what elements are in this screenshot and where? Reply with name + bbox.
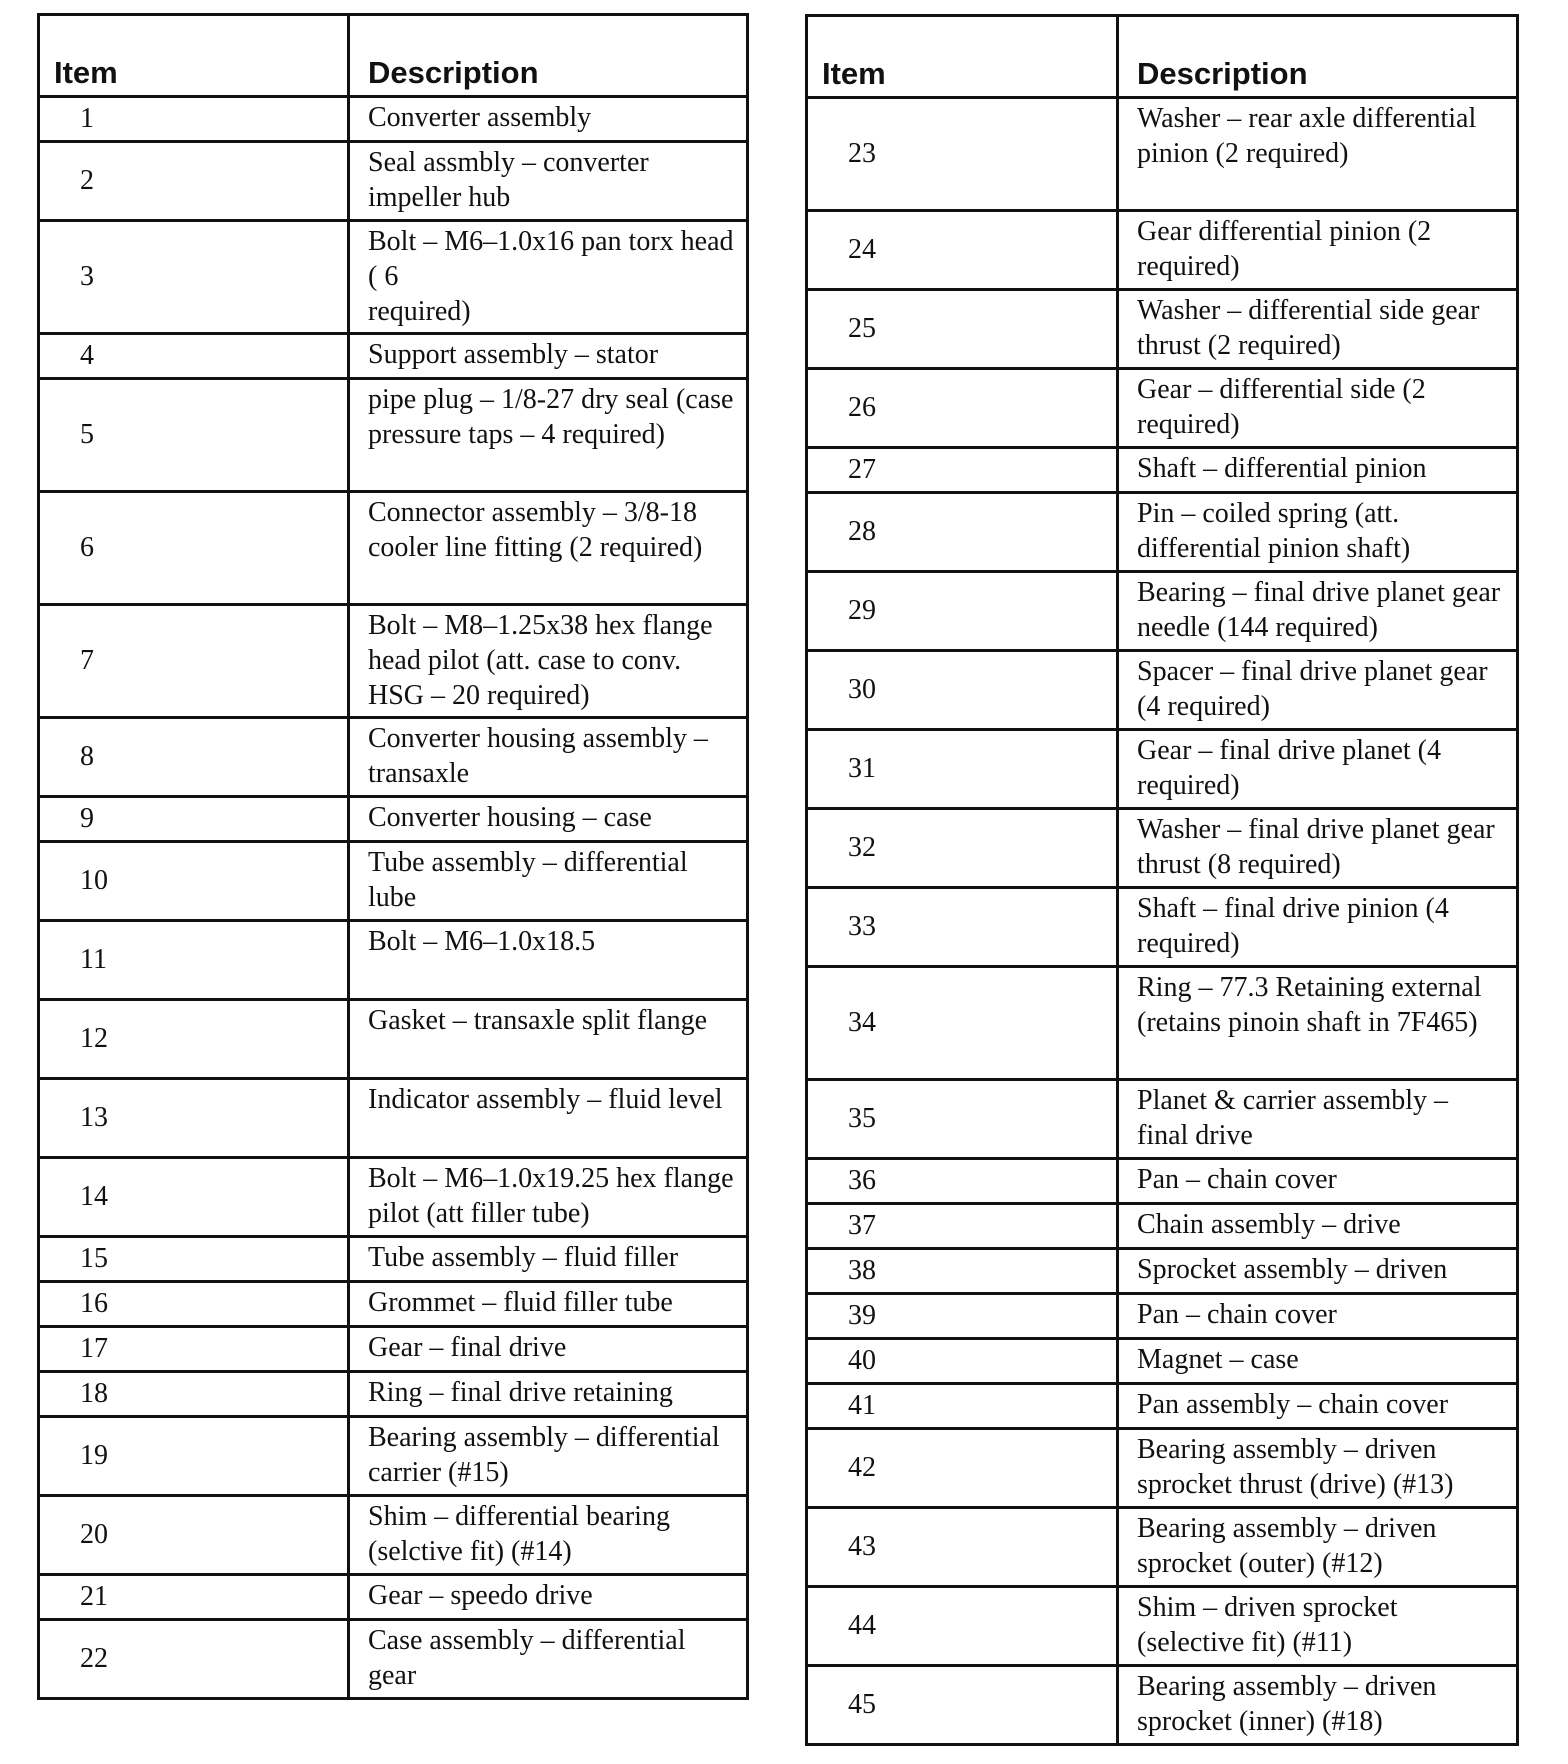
item-number: 1 — [39, 97, 349, 142]
table-row — [39, 921, 748, 1000]
item-number: 16 — [39, 1282, 349, 1327]
item-number: 38 — [807, 1249, 1118, 1294]
item-description: Grommet – fluid filler tube — [349, 1282, 748, 1327]
table-row — [807, 1508, 1518, 1587]
item-number: 35 — [807, 1080, 1118, 1159]
item-number: 19 — [39, 1417, 349, 1496]
item-description: Converter housing – case — [349, 797, 748, 842]
description-column-header: Description — [1118, 16, 1518, 98]
item-description: Pan assembly – chain cover — [1118, 1384, 1518, 1429]
item-number: 20 — [39, 1496, 349, 1575]
table-row — [39, 492, 748, 605]
item-number: 28 — [807, 493, 1118, 572]
item-number: 18 — [39, 1372, 349, 1417]
item-column-header: Item — [807, 16, 1118, 98]
table-row — [807, 1204, 1518, 1249]
item-description: Shim – driven sprocket (selective fit) (#11) — [1118, 1587, 1518, 1666]
item-number: 44 — [807, 1587, 1118, 1666]
item-number: 34 — [807, 967, 1118, 1080]
item-description: Gasket – transaxle split flange — [349, 1000, 748, 1079]
item-description: Bolt – M8–1.25x38 hex flange head pilot (att. case to conv. HSG – 20 required) — [349, 605, 748, 718]
table-row — [807, 1159, 1518, 1204]
table-row — [807, 888, 1518, 967]
table-row — [807, 1080, 1518, 1159]
item-number: 29 — [807, 572, 1118, 651]
table-row — [39, 334, 748, 379]
item-number: 3 — [39, 221, 349, 334]
table-row — [807, 493, 1518, 572]
table-row — [807, 369, 1518, 448]
item-number: 12 — [39, 1000, 349, 1079]
item-description: Indicator assembly – fluid level — [349, 1079, 748, 1158]
item-description: Bolt – M6–1.0x16 pan torx head ( 6 required) — [349, 221, 748, 334]
item-number: 39 — [807, 1294, 1118, 1339]
table-row — [39, 221, 748, 334]
item-number: 40 — [807, 1339, 1118, 1384]
item-description: Chain assembly – drive — [1118, 1204, 1518, 1249]
item-number: 31 — [807, 730, 1118, 809]
item-number: 9 — [39, 797, 349, 842]
item-number: 24 — [807, 211, 1118, 290]
table-row — [39, 1282, 748, 1327]
item-description: Bearing assembly – driven sprocket (outer) (#12) — [1118, 1508, 1518, 1587]
item-description: Converter assembly — [349, 97, 748, 142]
item-number: 45 — [807, 1666, 1118, 1745]
item-description: Gear – final drive planet (4 required) — [1118, 730, 1518, 809]
item-number: 42 — [807, 1429, 1118, 1508]
table-row — [39, 1079, 748, 1158]
item-description: Tube assembly – differential lube — [349, 842, 748, 921]
item-description: Washer – differential side gear thrust (2 required) — [1118, 290, 1518, 369]
table-row — [807, 211, 1518, 290]
table-row — [807, 290, 1518, 369]
item-description: Magnet – case — [1118, 1339, 1518, 1384]
table-row — [39, 718, 748, 797]
item-description: Bearing assembly – driven sprocket (inner) (#18) — [1118, 1666, 1518, 1745]
item-number: 2 — [39, 142, 349, 221]
item-description: Bearing assembly – differential carrier (#15) — [349, 1417, 748, 1496]
item-description: Converter housing assembly – transaxle — [349, 718, 748, 797]
table-row — [39, 1000, 748, 1079]
item-description: Sprocket assembly – driven — [1118, 1249, 1518, 1294]
item-description: pipe plug – 1/8-27 dry seal (case pressure taps – 4 required) — [349, 379, 748, 492]
table-row — [807, 1339, 1518, 1384]
table-row — [39, 1158, 748, 1237]
item-number: 23 — [807, 98, 1118, 211]
table-row — [39, 1575, 748, 1620]
table-row — [807, 651, 1518, 730]
table-row — [39, 142, 748, 221]
item-description: Gear – final drive — [349, 1327, 748, 1372]
table-row — [807, 1666, 1518, 1745]
item-description: Planet & carrier assembly – final drive — [1118, 1080, 1518, 1159]
item-number: 21 — [39, 1575, 349, 1620]
item-description: Bolt – M6–1.0x18.5 — [349, 921, 748, 1000]
item-number: 27 — [807, 448, 1118, 493]
item-number: 6 — [39, 492, 349, 605]
item-number: 4 — [39, 334, 349, 379]
item-description: Washer – rear axle differential pinion (2 required) — [1118, 98, 1518, 211]
table-row — [807, 98, 1518, 211]
item-description: Ring – final drive retaining — [349, 1372, 748, 1417]
item-number: 15 — [39, 1237, 349, 1282]
item-number: 5 — [39, 379, 349, 492]
item-description: Gear differential pinion (2 required) — [1118, 211, 1518, 290]
item-number: 8 — [39, 718, 349, 797]
item-number: 17 — [39, 1327, 349, 1372]
table-row — [39, 797, 748, 842]
item-description: Shim – differential bearing (selctive fit) (#14) — [349, 1496, 748, 1575]
item-number: 37 — [807, 1204, 1118, 1249]
table-row — [39, 1372, 748, 1417]
description-column-header: Description — [349, 15, 748, 97]
parts-table-right — [805, 14, 1519, 1746]
item-description: Bolt – M6–1.0x19.25 hex flange pilot (att filler tube) — [349, 1158, 748, 1237]
item-description: Gear – differential side (2 required) — [1118, 369, 1518, 448]
parts-table-left — [37, 13, 749, 1700]
item-description: Pan – chain cover — [1118, 1294, 1518, 1339]
item-number: 7 — [39, 605, 349, 718]
item-number: 41 — [807, 1384, 1118, 1429]
item-number: 32 — [807, 809, 1118, 888]
table-row — [807, 448, 1518, 493]
item-description: Bearing assembly – driven sprocket thrust (drive) (#13) — [1118, 1429, 1518, 1508]
item-number: 25 — [807, 290, 1118, 369]
table-row — [39, 1237, 748, 1282]
table-row — [39, 97, 748, 142]
table-row — [39, 1327, 748, 1372]
item-number: 10 — [39, 842, 349, 921]
table-row — [807, 572, 1518, 651]
item-number: 30 — [807, 651, 1118, 730]
table-row — [807, 1587, 1518, 1666]
table-row — [39, 1620, 748, 1699]
item-number: 26 — [807, 369, 1118, 448]
table-row — [39, 842, 748, 921]
item-description: Seal assmbly – converter impeller hub — [349, 142, 748, 221]
item-number: 22 — [39, 1620, 349, 1699]
item-description: Case assembly – differential gear — [349, 1620, 748, 1699]
table-row — [807, 967, 1518, 1080]
item-column-header: Item — [39, 15, 349, 97]
item-number: 43 — [807, 1508, 1118, 1587]
item-description: Bearing – final drive planet gear needle (144 required) — [1118, 572, 1518, 651]
item-number: 36 — [807, 1159, 1118, 1204]
item-description: Shaft – differential pinion — [1118, 448, 1518, 493]
item-description: Gear – speedo drive — [349, 1575, 748, 1620]
item-description: Pin – coiled spring (att. differential pinion shaft) — [1118, 493, 1518, 572]
table-row — [807, 1294, 1518, 1339]
table-row — [39, 605, 748, 718]
item-description: Washer – final drive planet gear thrust (8 required) — [1118, 809, 1518, 888]
table-row — [807, 1384, 1518, 1429]
item-description: Support assembly – stator — [349, 334, 748, 379]
item-number: 11 — [39, 921, 349, 1000]
table-row — [39, 1417, 748, 1496]
item-description: Connector assembly – 3/8-18 cooler line fitting (2 required) — [349, 492, 748, 605]
table-row — [807, 1429, 1518, 1508]
item-description: Ring – 77.3 Retaining external (retains pinoin shaft in 7F465) — [1118, 967, 1518, 1080]
item-description: Tube assembly – fluid filler — [349, 1237, 748, 1282]
item-description: Spacer – final drive planet gear (4 required) — [1118, 651, 1518, 730]
item-description: Pan – chain cover — [1118, 1159, 1518, 1204]
table-row — [39, 379, 748, 492]
item-number: 14 — [39, 1158, 349, 1237]
item-description: Shaft – final drive pinion (4 required) — [1118, 888, 1518, 967]
table-row — [807, 1249, 1518, 1294]
table-row — [807, 809, 1518, 888]
item-number: 33 — [807, 888, 1118, 967]
table-row — [39, 1496, 748, 1575]
table-row — [807, 730, 1518, 809]
item-number: 13 — [39, 1079, 349, 1158]
